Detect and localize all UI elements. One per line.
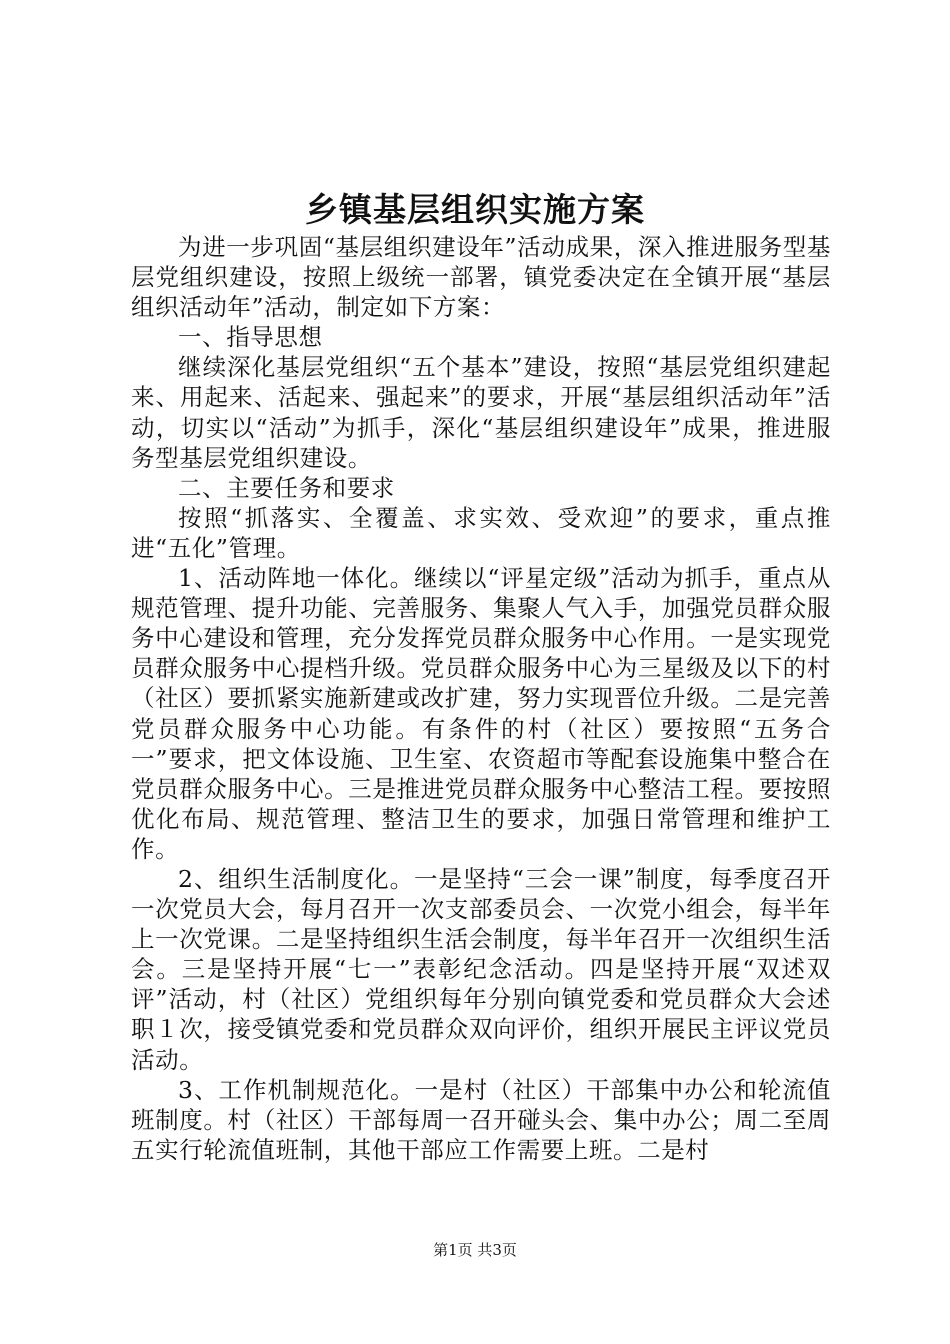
task-3-paragraph: 3、工作机制规范化。一是村（社区）干部集中办公和轮流值班制度。村（社区）干部每周一召开碰头会、集中办公；周二至周五实行轮流值班制，其他干部应工作需要上班。二是村 (131, 1075, 831, 1164)
main-tasks-paragraph: 按照“抓落实、全覆盖、求实效、受欢迎”的要求，重点推进“五化”管理。 (131, 503, 831, 562)
document-title: 乡镇基层组织实施方案 (305, 190, 645, 229)
guiding-ideology-paragraph: 继续深化基层党组织“五个基本”建设，按照“基层党组织建起来、用起来、活起来、强起来”的要求，开展“基层组织活动年”活动，切实以“活动”为抓手，深化“基层组织建设年”成果，推进服务型基层党组织建设。 (131, 353, 831, 472)
page-number-footer: 第1页 共3页 (433, 1241, 517, 1259)
task-1-paragraph: 1、活动阵地一体化。继续以“评星定级”活动为抓手，重点从规范管理、提升功能、完善服务、集聚人气入手，加强党员群众服务中心建设和管理，充分发挥党员群众服务中心作用。一是实现党员群众服务中心提档升级。党员群众服务中心为三星级及以下的村（社区）要抓紧实施新建或改扩建，努力实现晋位升级。二是完善党员群众服务中心功能。有条件的村（社区）要按照“五务合一”要求，把文体设施、卫生室、农资超市等配套设施集中整合在党员群众服务中心。三是推进党员群众服务中心整洁工程。要按照优化布局、规范管理、整洁卫生的要求，加强日常管理和维护工作。 (131, 564, 831, 863)
section-heading-main-tasks: 二、主要任务和要求 (178, 473, 395, 502)
section-heading-guiding-ideology: 一、指导思想 (178, 323, 323, 352)
document-body (131, 232, 831, 1165)
intro-paragraph: 为进一步巩固“基层组织建设年”活动成果，深入推进服务型基层党组织建设，按照上级统一部署，镇党委决定在全镇开展“基层组织活动年”活动，制定如下方案： (131, 233, 831, 322)
task-2-paragraph: 2、组织生活制度化。一是坚持“三会一课”制度，每季度召开一次党员大会，每月召开一次支部委员会、一次党小组会，每半年上一次党课。二是坚持组织生活会制度，每半年召开一次组织生活会。三是坚持开展“七一”表彰纪念活动。四是坚持开展“双述双评”活动，村（社区）党组织每年分别向镇党委和党员群众大会述职１次，接受镇党委和党员群众双向评价，组织开展民主评议党员活动。 (131, 864, 831, 1074)
